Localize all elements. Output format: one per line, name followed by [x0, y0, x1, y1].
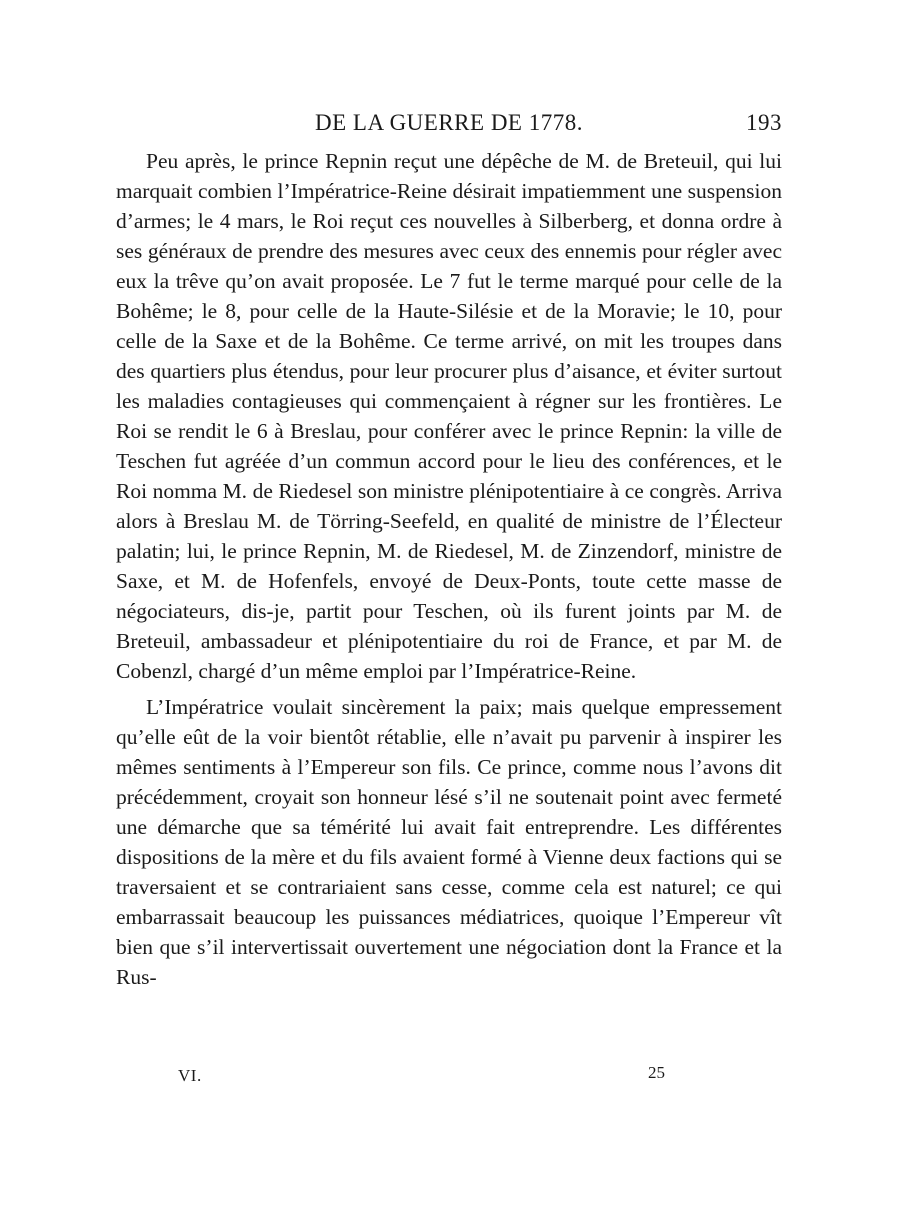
- paragraph-1: Peu après, le prince Repnin reçut une dépêche de M. de Breteuil, qui lui marquait combien l’Impératrice-Reine désirait impatiemment une suspension d’armes; le 4 mars, le Roi reçut ces nouvelles à Silberberg, et donna ordre à ses généraux de prendre des mesures avec ceux des ennemis pour régler avec eux la trêve qu’on avait proposée. Le 7 fut le terme marqué pour celle de la Bohême; le 8, pour celle de la Haute-Silésie et de la Moravie; le 10, pour celle de la Saxe et de la Bohême. Ce terme arrivé, on mit les troupes dans des quartiers plus étendus, pour leur procurer plus d’aisance, et éviter surtout les maladies contagieuses qui commençaient à régner sur les frontières. Le Roi se rendit le 6 à Breslau, pour conférer avec le prince Repnin: la ville de Teschen fut agréée d’un commun accord pour le lieu des conférences, et le Roi nomma M. de Riedesel son ministre plénipotentiaire à ce congrès. Arriva alors à Breslau M. de Törring-Seefeld, en qualité de ministre de l’Électeur palatin; lui, le prince Repnin, M. de Riedesel, M. de Zinzendorf, ministre de Saxe, et M. de Hofenfels, envoyé de Deux-Ponts, toute cette masse de négociateurs, dis-je, partit pour Teschen, où ils furent joints par M. de Breteuil, ambassadeur et plénipotentiaire du roi de France, et par M. de Cobenzl, chargé d’un même emploi par l’Impératrice-Reine.: [116, 149, 782, 683]
- sheet-number: 25: [648, 1063, 665, 1082]
- body-text: [116, 146, 782, 992]
- running-title: DE LA GUERRE DE 1778.: [315, 110, 583, 135]
- running-head: [116, 106, 782, 142]
- paragraph-2: L’Impératrice voulait sincèrement la paix; mais quelque empressement qu’elle eût de la voir bientôt rétablie, elle n’avait pu parvenir à inspirer les mêmes sentiments à l’Empereur son fils. Ce prince, comme nous l’avons dit précédemment, croyait son honneur lésé s’il ne soutenait point avec fermeté une démarche que sa témérité lui avait fait entreprendre. Les différentes dispositions de la mère et du fils avaient formé à Vienne deux factions qui se traversaient et se contrariaient sans cesse, comme cela est naturel; ce qui embarrassait beaucoup les puissances médiatrices, quoique l’Empereur vît bien que s’il intervertissait ouvertement une négociation dont la France et la Rus-: [116, 695, 782, 989]
- volume-signature: VI.: [178, 1066, 202, 1085]
- page-number: 193: [746, 110, 782, 135]
